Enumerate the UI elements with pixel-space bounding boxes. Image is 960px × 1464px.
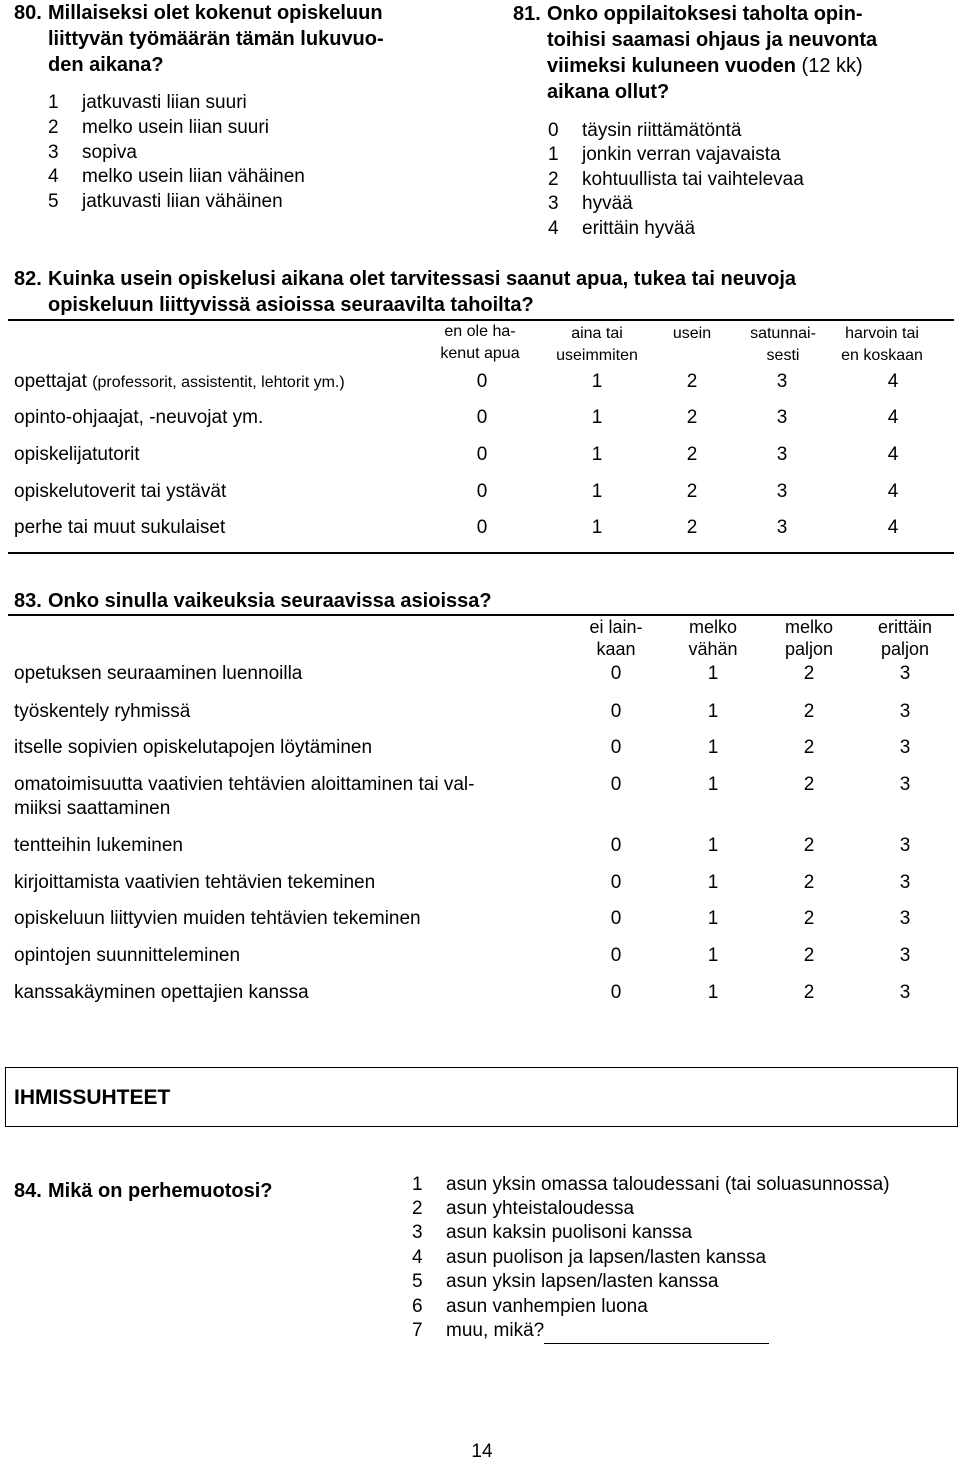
q83-row-label: kirjoittamista vaativien tehtävien tekeminen: [14, 872, 376, 893]
q80-option-4[interactable]: 4 melko usein liian vähäinen: [48, 166, 305, 187]
q80-number: 80.: [14, 2, 42, 24]
page-number: 14: [471, 1441, 493, 1462]
q82-value[interactable]: 2: [686, 481, 698, 502]
q82-col-header: en ole ha- kenut apua: [440, 323, 520, 362]
q80-option-3[interactable]: 3 sopiva: [48, 142, 137, 163]
q83-value[interactable]: 0: [610, 835, 622, 856]
q82-value[interactable]: 4: [887, 517, 899, 538]
q83-value[interactable]: 3: [899, 737, 911, 758]
q83-row-label: työskentely ryhmissä: [14, 701, 191, 722]
q83-value[interactable]: 1: [707, 945, 719, 966]
q82-value[interactable]: 4: [887, 444, 899, 465]
q83-value[interactable]: 0: [610, 701, 622, 722]
q82-value[interactable]: 1: [591, 481, 603, 502]
q84-title: [14, 1178, 394, 1204]
q82-value[interactable]: 0: [476, 481, 488, 502]
q83-value[interactable]: 2: [803, 737, 815, 758]
q82-value[interactable]: 0: [476, 407, 488, 428]
q82-value[interactable]: 2: [686, 517, 698, 538]
q84-other-fill-line[interactable]: [544, 1325, 769, 1344]
q80-option-2[interactable]: 2 melko usein liian suuri: [48, 117, 269, 138]
q83-value[interactable]: 2: [803, 945, 815, 966]
q82-value[interactable]: 2: [686, 407, 698, 428]
q82-col-header: satunnai- sesti: [750, 325, 816, 364]
q82-value[interactable]: 1: [591, 444, 603, 465]
q82-value[interactable]: 3: [776, 517, 788, 538]
q81-option-2[interactable]: 2 kohtuullista tai vaihtelevaa: [548, 169, 804, 190]
q80-option-5[interactable]: 5 jatkuvasti liian vähäinen: [48, 191, 283, 212]
q82-col-header: harvoin tai en koskaan: [841, 325, 923, 364]
q84-option-3[interactable]: 3 asun kaksin puolisoni kanssa: [412, 1222, 693, 1243]
q80-title-line: liittyvän työmäärän tämän lukuvuo-: [48, 28, 384, 50]
q84-option-2[interactable]: 2 asun yhteistaloudessa: [412, 1198, 635, 1219]
q80-option-1[interactable]: 1 jatkuvasti liian suuri: [48, 92, 247, 113]
q80-title-line: Millaiseksi olet kokenut opiskeluun: [48, 2, 383, 24]
q82-value[interactable]: 0: [476, 371, 488, 392]
q84-title-text: Mikä on perhemuotosi?: [48, 1180, 273, 1202]
q82-col-header: usein: [672, 325, 712, 342]
q81-title: [513, 1, 953, 105]
q83-number: 83.: [14, 590, 42, 612]
q82-title-line: opiskeluun liittyvissä asioissa seuraavilta tahoilta?: [48, 294, 534, 316]
q82-value[interactable]: 0: [476, 444, 488, 465]
q82-number: 82.: [14, 268, 42, 290]
q83-value[interactable]: 2: [803, 982, 815, 1003]
q83-col-header: erittäin paljon: [877, 617, 933, 659]
q84-option-4[interactable]: 4 asun puolison ja lapsen/lasten kanssa: [412, 1247, 767, 1268]
q82-value[interactable]: 3: [776, 444, 788, 465]
q82-value[interactable]: 1: [591, 407, 603, 428]
q82-col-header: aina tai useimmiten: [556, 325, 638, 364]
q81-title-line: aikana ollut?: [547, 81, 670, 103]
q84-option-1[interactable]: 1 asun yksin omassa taloudessani (tai soluasunnossa): [412, 1174, 890, 1195]
q81-option-3[interactable]: 3 hyvää: [548, 193, 633, 214]
q81-option-0[interactable]: 0 täysin riittämätöntä: [548, 120, 742, 141]
q83-value[interactable]: 3: [899, 872, 911, 893]
q83-value[interactable]: 2: [803, 872, 815, 893]
q81-title-line: Onko oppilaitoksesi taholta opin-: [547, 3, 863, 25]
q81-option-1[interactable]: 1 jonkin verran vajavaista: [548, 144, 781, 165]
q83-row-label: itselle sopivien opiskelutapojen löytäminen: [14, 737, 373, 758]
q82-value[interactable]: 4: [887, 371, 899, 392]
q83-value[interactable]: 1: [707, 663, 719, 684]
q82-title-line: Kuinka usein opiskelusi aikana olet tarvitessasi saanut apua, tukea tai neuvoja: [48, 268, 797, 290]
q83-value[interactable]: 1: [707, 982, 719, 1003]
q83-value[interactable]: 3: [899, 701, 911, 722]
q83-row-label: tentteihin lukeminen: [14, 835, 183, 856]
q83-value[interactable]: 1: [707, 737, 719, 758]
q81-number: 81.: [513, 3, 541, 25]
q82-value[interactable]: 4: [887, 481, 899, 502]
q83-title-text: Onko sinulla vaikeuksia seuraavissa asioissa?: [48, 590, 492, 612]
q82-row-label: opettajat (professorit, assistentit, lehtorit ym.): [14, 371, 345, 392]
q83-value[interactable]: 0: [610, 774, 622, 795]
q82-value[interactable]: 1: [591, 517, 603, 538]
q83-value[interactable]: 2: [803, 701, 815, 722]
q83-value[interactable]: 1: [707, 701, 719, 722]
q82-value[interactable]: 1: [591, 371, 603, 392]
q82-row-label: opiskelijatutorit: [14, 444, 140, 465]
section-box: [5, 1067, 958, 1127]
q83-row-label: omatoimisuutta vaativien tehtävien aloittaminen tai val- miiksi saattaminen: [14, 774, 475, 819]
q83-value[interactable]: 0: [610, 737, 622, 758]
q82-row-label: opinto-ohjaajat, -neuvojat ym.: [14, 407, 264, 428]
q83-title: [14, 588, 954, 614]
q83-row-label: kanssakäyminen opettajien kanssa: [14, 982, 309, 1003]
q81-option-4[interactable]: 4 erittäin hyvää: [548, 218, 696, 239]
q83-value[interactable]: 0: [610, 663, 622, 684]
q83-value[interactable]: 3: [899, 663, 911, 684]
q83-value[interactable]: 3: [899, 982, 911, 1003]
q83-col-header: melko vähän: [688, 617, 738, 659]
q83-value[interactable]: 2: [803, 835, 815, 856]
q83-value[interactable]: 1: [707, 872, 719, 893]
q82-value[interactable]: 3: [776, 407, 788, 428]
q81-title-line: viimeksi kuluneen vuoden: [547, 55, 796, 77]
q82-value[interactable]: 3: [776, 371, 788, 392]
section-title: IHMISSUHTEET: [14, 1086, 171, 1109]
q82-row-label: perhe tai muut sukulaiset: [14, 517, 226, 538]
q83-row-label: opetuksen seuraaminen luennoilla: [14, 663, 303, 684]
q83-value[interactable]: 2: [803, 774, 815, 795]
q83-value[interactable]: 3: [899, 908, 911, 929]
q83-col-header: melko paljon: [784, 617, 834, 659]
q83-value[interactable]: 1: [707, 774, 719, 795]
q84-number: 84.: [14, 1180, 42, 1202]
q83-col-header: ei lain- kaan: [589, 617, 643, 659]
q80-title-line: den aikana?: [48, 54, 164, 76]
q83-row-label: opiskeluun liittyvien muiden tehtävien tekeminen: [14, 908, 421, 929]
q83-row-label: opintojen suunnitteleminen: [14, 945, 241, 966]
q83-value[interactable]: 1: [707, 908, 719, 929]
q82-value[interactable]: 2: [686, 371, 698, 392]
q82-bottom-rule: [8, 552, 954, 554]
q82-value[interactable]: 3: [776, 481, 788, 502]
q81-title-suffix: (12 kk): [801, 55, 863, 77]
q83-value[interactable]: 3: [899, 945, 911, 966]
q80-title: [14, 0, 454, 78]
q82-value[interactable]: 0: [476, 517, 488, 538]
q82-value[interactable]: 2: [686, 444, 698, 465]
q83-value[interactable]: 3: [899, 774, 911, 795]
q84-option-6[interactable]: 6 asun vanhempien luona: [412, 1296, 648, 1317]
q82-row-label: opiskelutoverit tai ystävät: [14, 481, 227, 502]
q82-value[interactable]: 4: [887, 407, 899, 428]
q83-value[interactable]: 3: [899, 835, 911, 856]
q83-value[interactable]: 0: [610, 908, 622, 929]
q83-value[interactable]: 0: [610, 945, 622, 966]
q84-option-5[interactable]: 5 asun yksin lapsen/lasten kanssa: [412, 1271, 719, 1292]
q83-value[interactable]: 2: [803, 663, 815, 684]
q84-option-7[interactable]: 7 muu, mikä?: [412, 1319, 769, 1344]
q83-value[interactable]: 1: [707, 835, 719, 856]
q83-value[interactable]: 2: [803, 908, 815, 929]
q83-value[interactable]: 0: [610, 982, 622, 1003]
q82-title: [14, 266, 954, 318]
q81-title-line: toihisi saamasi ohjaus ja neuvonta: [547, 29, 878, 51]
q83-value[interactable]: 0: [610, 872, 622, 893]
